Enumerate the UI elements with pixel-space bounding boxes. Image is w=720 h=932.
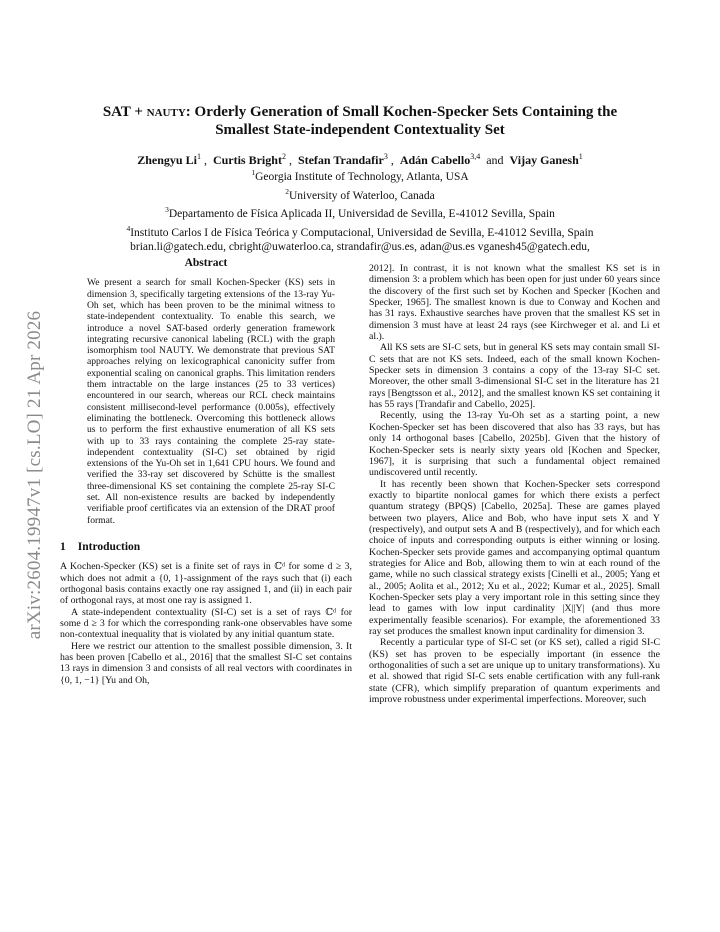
author-name: Vijay Ganesh (509, 153, 579, 167)
author-name: Zhengyu Li (137, 153, 197, 167)
author-affiliation-mark: 2 (281, 152, 286, 161)
arxiv-stamp-text: arXiv:2604.19947v1 [cs.LO] 21 Apr 2026 (24, 310, 45, 640)
paper-title (70, 103, 650, 139)
affiliation-line (70, 166, 650, 185)
left-column (60, 258, 352, 686)
paragraph: It has recently been shown that Kochen-Specker sets correspond exactly to bipartite nonlocal games for which there exists a perfect quantum strategy (BPQS) [Cabello, 2025a]. These are games played between two players, Alice and Bob, who have input sets X and Y (respectively), and output sets A and B (respectively), and for which each choice of inputs and corresponding outputs is either winning or losing. Kochen-Specker sets provide games and accompanying optimal quantum strategies for Alice and Bob, allowing them to win at each round of the game, while no such classical strategy exists [Cinelli et al., 2005; Yang et al., 2005; Aolita et al., 2012; Xu et al., 2022; Kumar et al., 2025]. Small Kochen-Specker sets play a very important role in this setting since they lead to games with low input cardinality |X||Y| (and thus more experimentally feasible scenarios). For example, the aforementioned 33 ray set produces the smallest known input cardinality for dimension 3. (369, 478, 660, 637)
abstract-text: We present a search for small Kochen-Specker (KS) sets in dimension 3, specifically targeting extensions of the 13-ray Yu-Oh set, which has been proven to be the minimal witness to state-independent contextuality. To enable this search, we introduce a novel SAT-based orderly generation framework integrating recursive canonical labeling (RCL) with the graph isomorphism tool NAUTY. We demonstrate that previous SAT approaches relying on lexicographical canonicity suffer from exponential scaling on canonical graphs. This limitation renders them intractable on the large instances (25 to 33 vertices) encountered in our search, whereas our RCL check maintains consistent millisecond-level performance (0.005s), effectively eliminating the bottleneck. Overcoming this bottleneck allows us to perform the first exhaustive enumeration of all KS sets with up to 33 rays containing the complete 25-ray state-independent contextuality (SI-C) set obtained by rigid extensions of the Yu-Oh set in 1,641 CPU hours. We found and verified the 33-ray set discovered by Schütte is the smallest three-dimensional KS set containing the complete 25-ray SI-C set. All non-existence results are backed by independently verifiable proof certificates via an extension of the DRAT proof format. (87, 277, 335, 526)
title-line2: Smallest State-independent Contextuality Set (215, 122, 505, 138)
author-affiliation-mark: 1 (578, 152, 583, 161)
author-list: Zhengyu Li$^1$ , Curtis Bright$^2$ , Stefan Trandafir$^3$ , Adán Cabello$^{3,4}$ and Vijay Ganesh$^1$ (137, 152, 583, 167)
paragraph: A state-independent contextuality (SI-C) set is a set of rays ℂᵈ for some d ≥ 3 for which the corresponding rank-one observables have some non-contextual inequality that is violated by any initial quantum state. (60, 606, 352, 641)
abstract-heading: Abstract (184, 257, 228, 269)
affiliation-list (70, 166, 650, 254)
arxiv-stamp (22, 260, 48, 690)
affiliation-text: Departamento de Física Aplicada II, Universidad de Sevilla, E-41012 Sevilla, Spain (168, 208, 555, 221)
author-affiliation-mark: 3 (383, 152, 388, 161)
paragraph: Here we restrict our attention to the smallest possible dimension, 3. It has been proven [Cabello et al., 2016] that the smallest SI-C set contains 13 rays in dimension 3 and consists of all real vectors with coordinates in {0, 1, −1} [Yu and Oh, (60, 640, 352, 686)
affiliation-number: 1 (251, 168, 256, 177)
section-number: 1 (60, 540, 66, 553)
title-nauty: nauty (146, 104, 186, 120)
affiliation-line (70, 185, 650, 204)
affiliation-text: University of Waterloo, Canada (288, 189, 435, 202)
affiliation-text: Instituto Carlos I de Física Teórica y Computacional, Universidad de Sevilla, E-41012 Sevilla, Spain (130, 226, 594, 239)
affiliation-number: 2 (285, 186, 289, 196)
paragraph: A Kochen-Specker (KS) set is a finite set of rays in ℂᵈ for some d ≥ 3, which does not admit a {0, 1}-assignment of the rays such that (i) each orthogonal basis contains exactly one ray assigned 1, and (ii) in each pair of orthogonal rays, at most one ray is assigned 1. (60, 561, 352, 607)
section-title: Introduction (77, 540, 141, 553)
author-and: and (486, 153, 504, 167)
affiliation-number: 3 (165, 205, 169, 215)
paragraph: Recently a particular type of SI-C set (or KS set), called a rigid SI-C (KS) set has proven to be especially important (in essence the orthogonalities of such a set are unique up to unitary transformations). Xu et al. showed that rigid SI-C sets enable certification with any full-rank state (CFR), which simplify preparation of quantum experiments and improve robustness under experimental imperfections. Moreover, such (369, 637, 660, 706)
affiliation-number: 4 (126, 223, 131, 233)
author-affiliation-mark: 3,4 (470, 152, 481, 161)
author-name: Curtis Bright (212, 153, 282, 167)
right-column (369, 263, 660, 705)
paragraph: Recently, using the 13-ray Yu-Oh set as a starting point, a new Kochen-Specker set has been discovered that also has 33 rays, but has only 14 orthogonal bases [Cabello, 2025b]. Given that the history of Kochen-Specker sets is nearly sixty years old [Kochen and Specker, 1967], it is surprising that such a fundamental object remained undiscovered until recently. (369, 410, 660, 479)
title-part1: SAT + (102, 104, 147, 120)
author-name: Stefan Trandafir (297, 153, 384, 167)
author-name: Adán Cabello (399, 153, 471, 167)
section-heading (60, 542, 352, 553)
email-line[interactable]: brian.li@gatech.edu, cbright@uwaterloo.ca, strandafir@us.es, adan@us.es vganesh45@gatech.edu, (130, 240, 590, 253)
author-affiliation-mark: 1 (196, 152, 201, 161)
affiliation-line (70, 222, 650, 241)
paragraph: All KS sets are SI-C sets, but in general KS sets may contain small SI-C sets that are not KS sets. Indeed, each of the small known Kochen-Specker sets in dimension 3 contains a copy of the 13-ray SI-C set. Moreover, the other small 3-dimensional SI-C set in the literature has 21 rays [Bengtsson et al., 2012], and the smallest known KS set containing it has 55 rays [Trandafir and Cabello, 2025]. (369, 342, 660, 411)
title-part2: : Orderly Generation of Small Kochen-Specker Sets Containing the (185, 104, 618, 120)
affiliation-line (70, 203, 650, 222)
paragraph: 2012]. In contrast, it is not known what the smallest KS set is in dimension 3: a problem which has been open for just under 60 years since the discovery of the first such set by Kochen and Specker [Kochen and Specker, 1965]. The smallest known is due to Conway and Kochen and has 31 rays. Exhaustive searches have proven that the smallest KS set in dimension 3 must have at least 24 rays (see Kirchweger et al. and Li et al.). (369, 263, 660, 343)
affiliation-text: Georgia Institute of Technology, Atlanta, USA (255, 170, 469, 183)
